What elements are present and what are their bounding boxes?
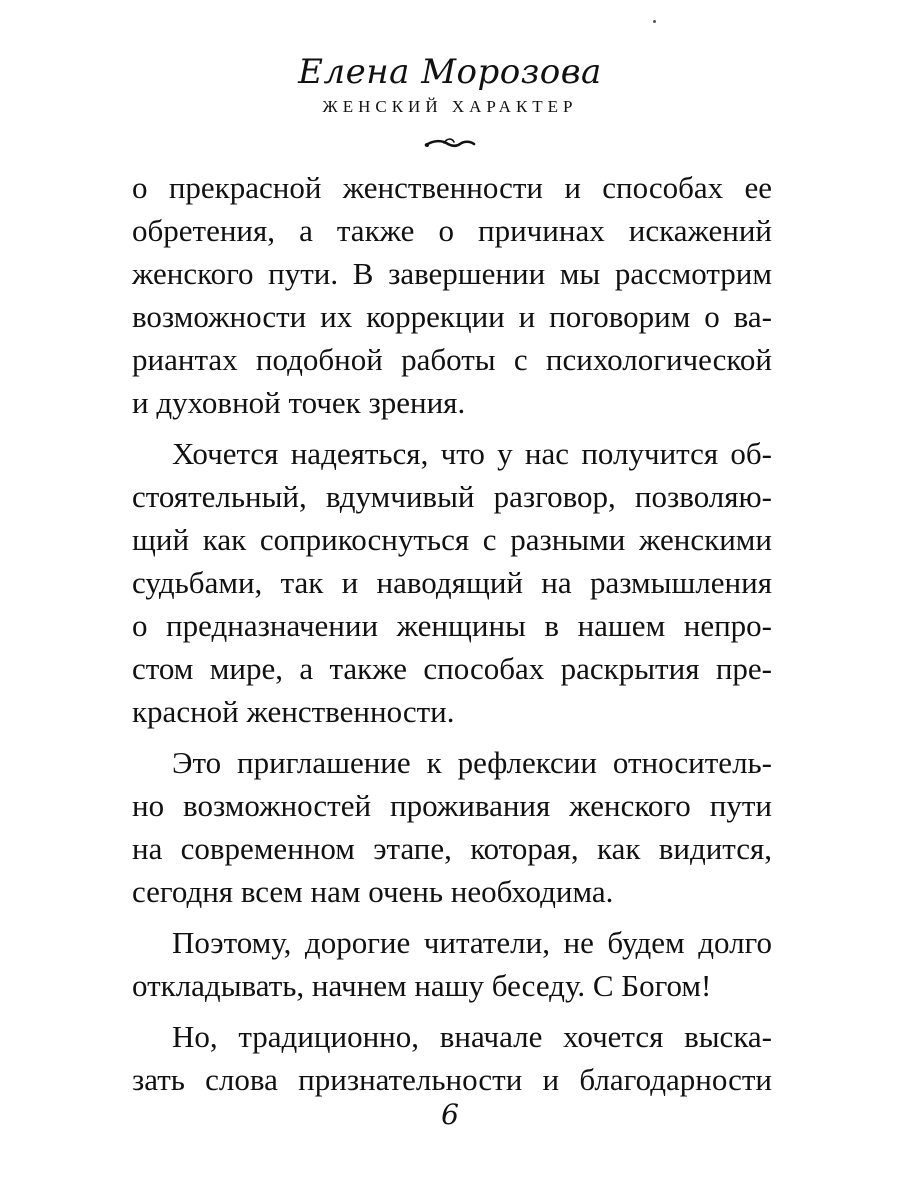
text-line: зать слова признательности и благодарности	[132, 1062, 772, 1097]
text-line: о предназначении женщины в нашем непро-	[132, 608, 772, 643]
text-line: но возможностей проживания женского пути	[132, 788, 772, 823]
text-line: сегодня всем нам очень необходима.	[132, 874, 614, 909]
text-line: щий как соприкоснуться с разными женскими	[132, 522, 772, 557]
paragraph	[132, 741, 772, 913]
text-line: красной женственности.	[132, 694, 455, 729]
text-line: стом мире, а также способах раскрытия пре-	[132, 651, 772, 686]
author-name: Елена Морозова	[298, 52, 602, 92]
text-line: откладывать, начнем нашу беседу. С Богом!	[132, 968, 712, 1003]
text-line: возможности их коррекции и поговорим о ва-	[132, 299, 772, 334]
text-line: Поэтому, дорогие читатели, не будем долго	[172, 925, 772, 960]
swash-ornament-icon	[424, 136, 476, 152]
running-head	[0, 52, 900, 118]
print-speck	[653, 20, 656, 23]
text-line: и духовной точек зрения.	[132, 385, 466, 420]
text-line: Но, традиционно, вначале хочется выска-	[172, 1019, 772, 1054]
text-line: риантах подобной работы с психологической	[132, 342, 772, 377]
book-title: ЖЕНСКИЙ ХАРАКТЕР	[322, 97, 578, 116]
text-line: стоятельный, вдумчивый разговор, позволяю-	[132, 479, 772, 514]
text-line: женского пути. В завершении мы рассмотрим	[132, 256, 772, 291]
paragraph	[132, 166, 772, 424]
text-line: судьбами, так и наводящий на размышления	[132, 565, 772, 600]
page-number: 6	[441, 1098, 459, 1131]
text-line: Хочется надеяться, что у нас получится об-	[172, 436, 772, 471]
paragraph	[132, 921, 772, 1007]
text-line: на современном этапе, которая, как видится,	[132, 831, 772, 866]
paragraph	[132, 1015, 772, 1101]
body-text	[132, 166, 772, 1101]
text-line: о прекрасной женственности и способах ее	[132, 170, 772, 205]
text-line: Это приглашение к рефлексии относитель-	[172, 745, 772, 780]
paragraph	[132, 432, 772, 733]
text-line: обретения, а также о причинах искажений	[132, 213, 772, 248]
